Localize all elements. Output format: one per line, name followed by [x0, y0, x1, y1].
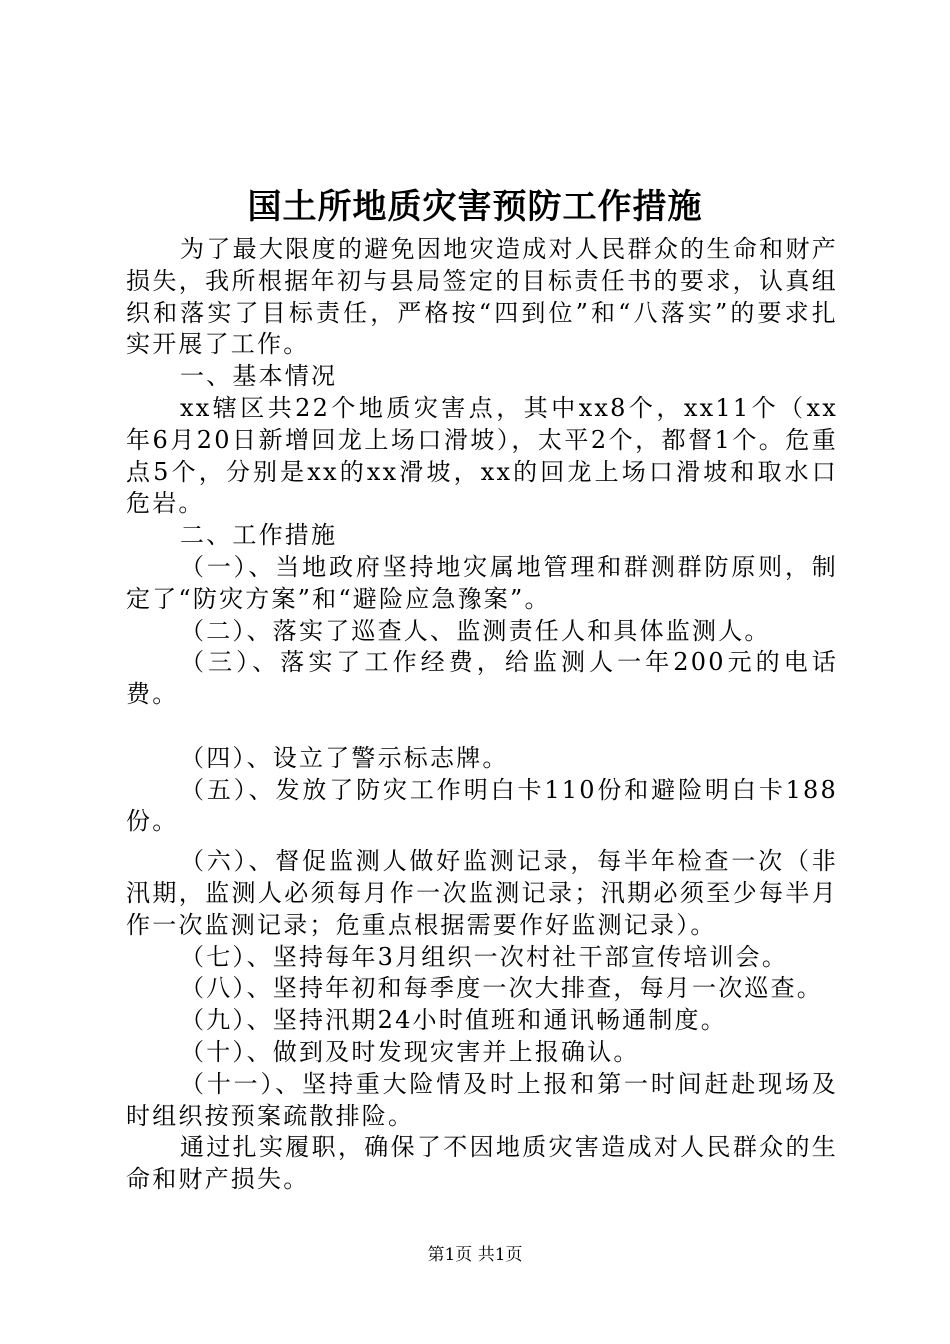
- measure-item-2: （二）、落实了巡查人、监测责任人和具体监测人。: [180, 616, 771, 645]
- measure-item-3: （三）、落实了工作经费，给监测人一年200元的电话费。: [126, 648, 838, 709]
- intro-paragraph: 为了最大限度的避免因地灾造成对人民群众的生命和财产损失，我所根据年初与县局签定的目标责任书的要求，认真组织和落实了目标责任，严格按“四到位”和“八落实”的要求扎实开展了工作。: [126, 235, 838, 359]
- measure-item-6: （六）、督促监测人做好监测记录，每半年检查一次（非汛期，监测人必须每月作一次监测记录；汛期必须至少每半月作一次监测记录；危重点根据需要作好监测记录）。: [126, 847, 838, 939]
- blank-line: [126, 711, 838, 743]
- measure-item-5: （五）、发放了防灾工作明白卡110份和避险明白卡188份。: [126, 775, 838, 836]
- basic-situation-paragraph: xx辖区共22个地质灾害点，其中xx8个，xx11个（xx年6月20日新增回龙上场口滑坡），太平2个，都督1个。危重点5个，分别是xx的xx滑坡，xx的回龙上场口滑坡和取水口危岩。: [126, 393, 838, 518]
- document-title: 国土所地质灾害预防工作措施: [247, 187, 703, 227]
- closing-paragraph: 通过扎实履职，确保了不因地质灾害造成对人民群众的生命和财产损失。: [126, 1133, 838, 1194]
- measure-item-7: （七）、坚持每年3月组织一次村社干部宣传培训会。: [180, 942, 789, 971]
- measure-item-8: （八）、坚持年初和每季度一次大排查，每月一次巡查。: [180, 974, 823, 1003]
- blank-line: [126, 838, 838, 846]
- measure-item-11: （十一）、坚持重大险情及时上报和第一时间赶赴现场及时组织按预案疏散排险。: [126, 1069, 838, 1130]
- measure-item-9: （九）、坚持汛期24小时值班和通讯畅通制度。: [180, 1006, 727, 1035]
- section-heading-work-measures: 二、工作措施: [180, 521, 338, 550]
- section-heading-basic-situation: 一、基本情况: [180, 362, 338, 391]
- measure-item-10: （十）、做到及时发现灾害并上报确认。: [180, 1037, 640, 1066]
- measure-item-4: （四）、设立了警示标志牌。: [180, 743, 509, 772]
- measure-item-1: （一）、当地政府坚持地灾属地管理和群测群防原则，制定了“防灾方案”和“避险应急豫案”。: [126, 552, 838, 613]
- page-footer: 第1页 共1页: [427, 1245, 523, 1265]
- document-body: [126, 234, 838, 1196]
